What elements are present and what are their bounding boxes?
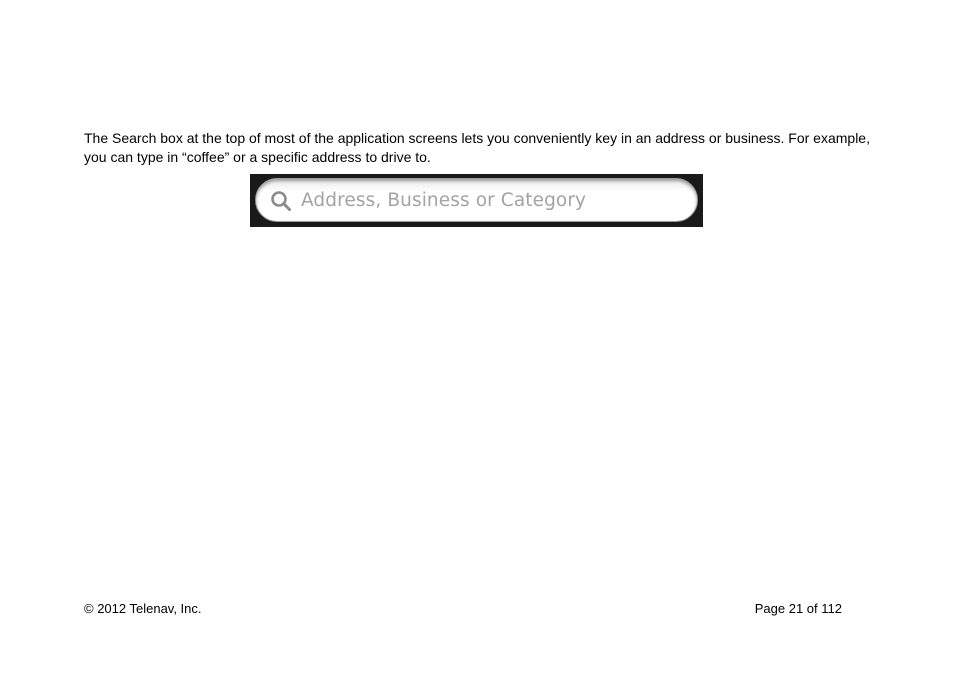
footer-page-number: Page 21 of 112 [754,601,842,616]
search-placeholder: Address, Business or Category [301,190,587,211]
search-icon [270,190,292,212]
body-paragraph: The Search box at the top of most of the application screens lets you conveniently key in an address or business. For example, you can type in “coffee” or a specific address to drive to. [84,130,870,165]
footer-copyright: © 2012 Telenav, Inc. [84,601,202,616]
search-input[interactable] [255,178,698,222]
search-box-screenshot [250,174,703,227]
